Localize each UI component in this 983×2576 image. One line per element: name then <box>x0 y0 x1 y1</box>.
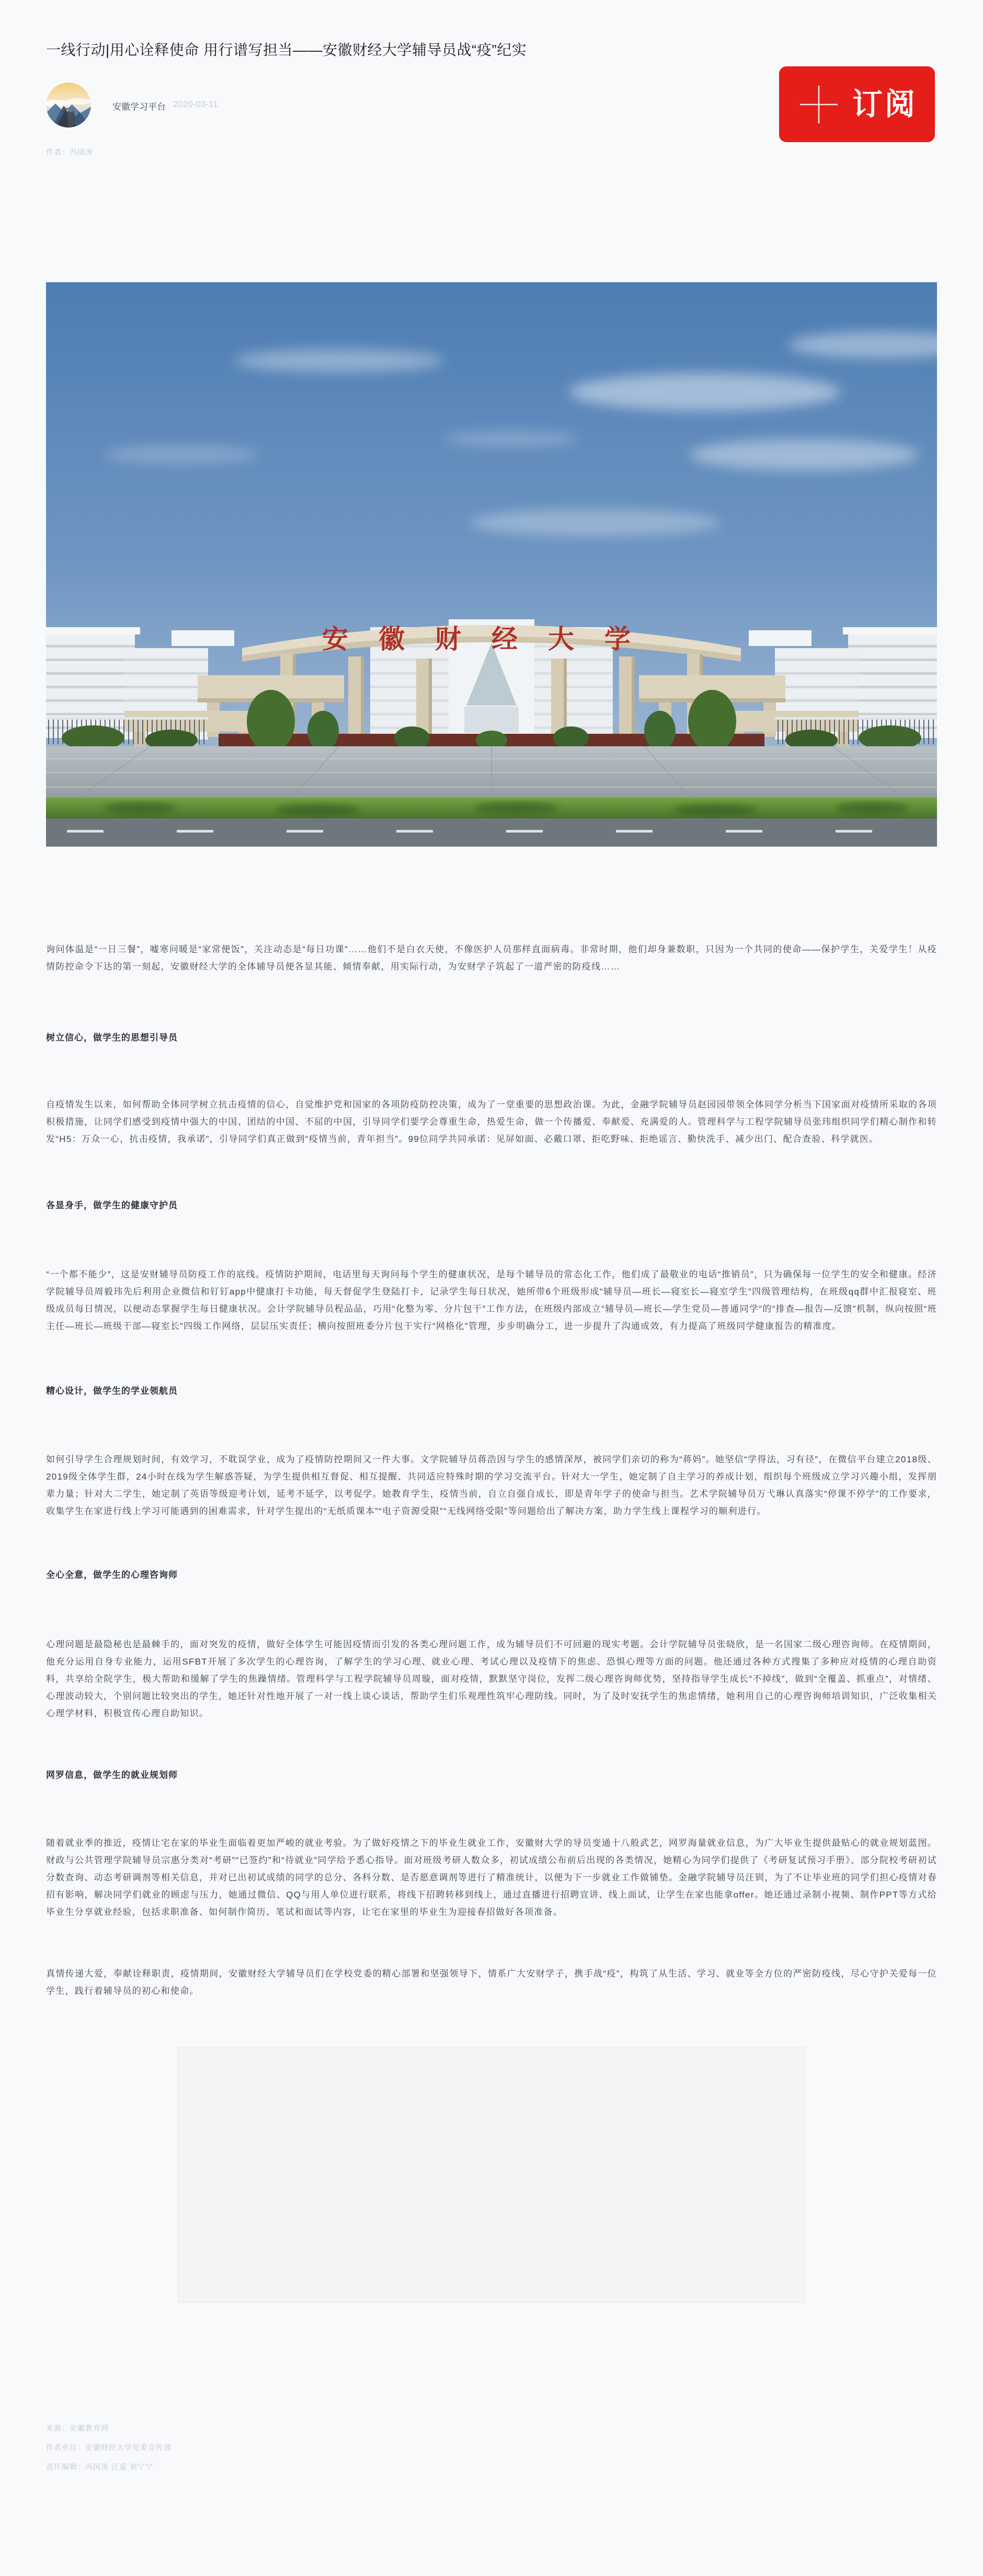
section-paragraph-3: 如何引导学生合理规划时间，有效学习，不耽误学业，成为了疫情防控期间又一件大事。文学院辅导员蒋浩因与学生的感情深厚，被同学们亲切的称为“蒋妈”。她坚信“学得法，习有径”，在微信平台建立2018级、2019级全体学生群，24小时在线为学生解惑答疑，为学生提供相互督促、相互提醒、共同适应特殊时期的学习交流平台。针对大一学生，她定制了自主学习的养成计划，组织每个班级成立学习兴趣小组，发挥朋辈力量；针对大二学生，她定制了英语等级迎考计划，延考不延学，以考促学。她教育学生，疫情当前，自立自强自成长，即是青年学子的使命与担当。艺术学院辅导员万弋琳认真落实“停课不停学”的工作要求，收集学生在家进行线上学习可能遇到的困难需求，针对学生提出的“无纸质课本”“电子资源受限”“无线网络受限”等问题给出了解决方案，助力学生线上课程学习的顺利进行。 <box>46 1454 937 1516</box>
section-heading-2: 各显身手，做学生的健康守护员 <box>46 1200 178 1210</box>
closing-paragraph: 真情传递大爱，奉献诠释职责，疫情期间，安徽财经大学辅导员们在学校党委的精心部署和坚强领导下，情系广大安财学子，携手战“疫”，构筑了从生活、学习、就业等全方位的严密防疫线，尽心守护关爱每一位学生，践行着辅导员的初心和使命。 <box>46 1969 937 1996</box>
section-paragraph-2: “一个都不能少”，这是安财辅导员防疫工作的底线。疫情防护期间，电话里每天询问每个学生的健康状况，是每个辅导员的常态化工作，他们成了最敬业的电话“推销员”，只为确保每一位学生的安全和健康。经济学院辅导员周毅玮先后利用企业微信和钉钉app中健康打卡功能，每天督促学生登陆打卡，记录学生每日状况，她所带6个班级形成“辅导员—班长—寝室长—寝室学生”四级管理结构，在班级qq群中汇报寝室、班级成员每日情况，以便动态掌握学生每日健康状况。会计学院辅导员程品品，巧用“化整为零、分片包干”工作方法，在班级内部成立“辅导员—班长—学生党员—普通同学”的“排查—报告—反馈”机制，纵向按照“班主任—班长—班级干部—寝室长”四级工作网络，层层压实责任；横向按照班委分片包干实行“网格化”管理，步步明确分工，进一步提升了沟通成效，有力提高了班级同学健康报告的精准度。 <box>46 1269 937 1331</box>
section-heading-1: 树立信心，做学生的思想引导员 <box>46 1033 178 1043</box>
section-heading-4: 全心全意，做学生的心理咨询师 <box>46 1570 178 1580</box>
gate-calligraphy-text: 安徽财经大学 <box>322 625 661 654</box>
section-heading-5: 网罗信息，做学生的就业规划师 <box>46 1770 178 1780</box>
section-paragraph-4: 心理问题是最隐秘也是最棘手的，面对突发的疫情，做好全体学生可能因疫情而引发的各类心理问题工作，成为辅导员们不可回避的现实考题。会计学院辅导员张晓欣，是一名国家二级心理咨询师。在疫情期间，他充分运用自身专业能力，运用SFBT开展了多次学生的心理咨询，了解学生的学习心理、就业心理、考试心理以及疫情下的焦虑、恐惧心理等方面的问题。他还通过各种方式搜集了多种应对疫情的心理自助资料，共享给全院学生，极大帮助和缓解了学生的焦躁情绪。管理科学与工程学院辅导员周璇，面对疫情，默默坚守岗位，发挥二级心理咨询师优势，坚持指导学生成长“不掉线”，做到“全覆盖、抓重点”，对情绪、心理波动较大，个别问题比较突出的学生，她还针对性地开展了一对一线上谈心谈话，帮助学生们乐观理性筑牢心理防线。同时，为了及时安抚学生的焦虑情绪，她利用自己的心理咨询师培训知识，广泛收集相关心理学材料，积极宣传心理自助知识。 <box>46 1639 937 1718</box>
section-paragraph-5: 随着就业季的推近，疫情让宅在家的毕业生面临着更加严峻的就业考验。为了做好疫情之下的毕业生就业工作，安徽财大学的导员变通十八般武艺，网罗海量就业信息，为广大毕业生提供最贴心的就业规划蓝图。财政与公共管理学院辅导员宗惠分类对“考研”“已签约”和“待就业”同学给予悉心指导。面对班级考研人数众多，初试成绩公布前后出现的各类情况，她精心为同学们提供了《考研复试预习手册》、部分院校考研初试分数查询、动态考研调剂等相关信息，并对已出初试成绩的同学的总分、各科分数、是否愿意调剂等进行了精准统计，以便为下一步就业工作做铺垫。金融学院辅导员汪钏，为了不让毕业班的同学们担心疫情对春招有影响，解决同学们就业的顾虑与压力，她通过微信、QQ与用人单位进行联系，将线下招聘转移到线上，通过直播进行招聘宣讲、线上面试，让学生在家也能拿offer。她还通过录制小视频、制作PPT等方式给毕业生分享就业经验，包括求职准备、如何制作简历、笔试和面试等内容，让宅在家里的毕业生为迎接春招做好各项准备。 <box>46 1838 937 1917</box>
credit-editors: 责任编辑：冯国涛 汪遥 刘宁宁 <box>46 2463 153 2471</box>
credit-source: 来源：安徽教育网 <box>46 2424 109 2432</box>
publish-date: 2020-03-11 <box>173 99 218 109</box>
credit-author-unit: 作者单位：安徽财经大学党委宣传部 <box>46 2443 172 2452</box>
section-heading-3: 精心设计，做学生的学业领航员 <box>46 1386 178 1396</box>
intro-paragraph: 询问体温是“一日三餐”，嘘寒问暖是“家常便饭”，关注动态是“每日功课”……他们不是白衣天使，不像医护人员那样直面病毒。非常时期，他们却身兼数职，只因为一个共同的使命——保护学生，关爱学生！从疫情防控命令下达的第一刻起，安徽财经大学的全体辅导员便各显其能、倾情奉献，用实际行动，为安财学子筑起了一道严密的防疫线…… <box>46 944 937 972</box>
author-name[interactable]: 安徽学习平台 <box>112 102 166 112</box>
subscribe-label: 订阅 <box>852 87 917 121</box>
section-paragraph-1: 自疫情发生以来，如何帮助全体同学树立抗击疫情的信心，自觉维护党和国家的各项防疫防控决策，成为了一堂重要的思想政治课。为此，金融学院辅导员赵园园带领全体同学分析当下国家面对疫情所采取的各项积极措施，让同学们感受到疫情中强大的中国、团结的中国、不屈的中国，引导同学们要学会尊重生命，热爱生命，做一个传播爱、奉献爱、充满爱的人。管理科学与工程学院辅导员张玮组织同学们精心制作和转发“H5：万众一心，抗击疫情，我承诺”，引导同学们真正做到“疫情当前，青年担当”。99位同学共同承诺：见屏如面、必戴口罩、拒吃野味、拒绝谣言、勤快洗手、减少出门、配合查验、科学就医。 <box>46 1100 937 1144</box>
page-title: 一线行动|用心诠释使命 用行谱写担当——安徽财经大学辅导员战“疫”纪实 <box>46 41 527 58</box>
byline: 作者：冯国涛 <box>46 148 93 156</box>
image-placeholder <box>178 2047 805 2303</box>
